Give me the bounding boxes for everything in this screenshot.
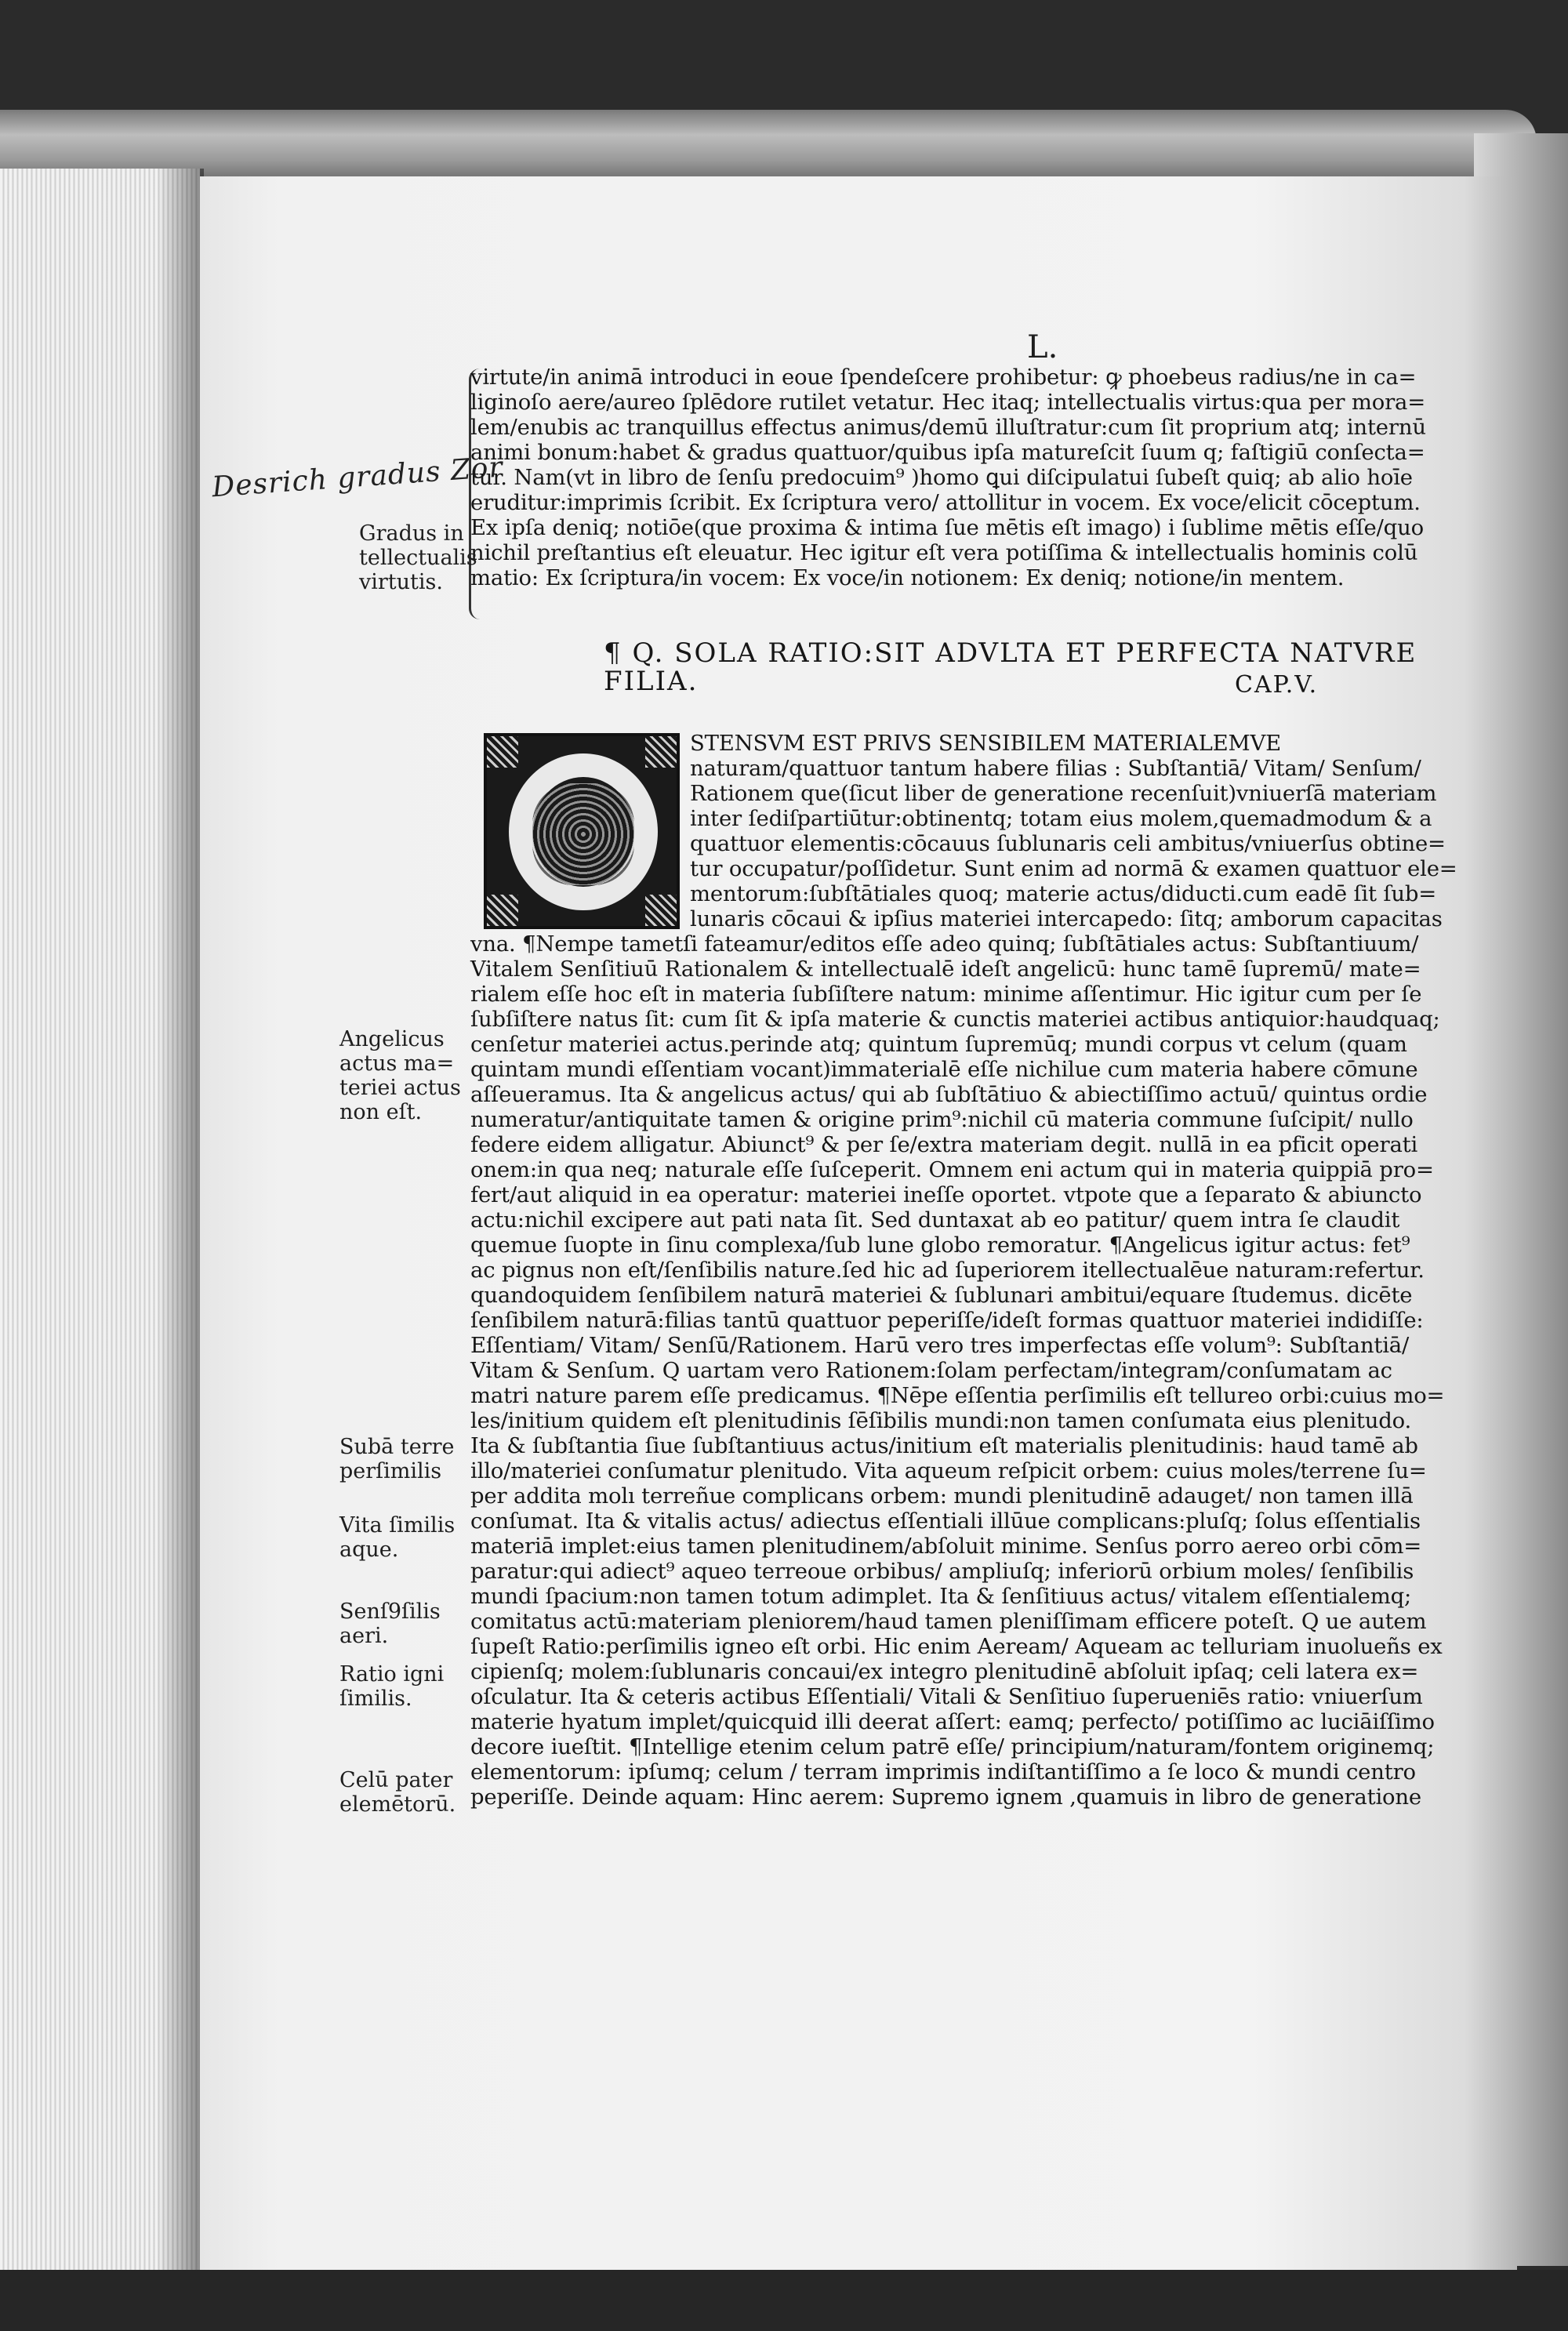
text-line: Ex ipſa deniq; notiōe(que proxima & intima ſue mētis eſt imago) i ſublime mētis eſſe/quo (470, 515, 1424, 540)
text-line: matri nature parem eſſe predicamus. ¶Nēpe eſſentia perſimilis eſt tellureo orbi:cuius mo= (470, 1383, 1445, 1408)
chapter-title-line2: FILIA. (604, 666, 699, 697)
top-paragraph (470, 365, 1426, 590)
text-line: oſculatur. Ita & ceteris actibus Eſſentiali/ Vitali & Senſitiuo ſuperueniēs ratio: vniuerſum (470, 1684, 1423, 1709)
text-line: per addita molı terreñue complicans orbem: mundi plenitudinē adauget/ non tamen illā (470, 1483, 1414, 1509)
text-line: Rationem que(ſicut liber de generatione recenſuit)vniuerſā materiam (690, 781, 1437, 806)
indented-paragraph (690, 731, 1457, 931)
text-line: materiā implet:eius tamen plenitudinem/abſoluit minime. Senſus porro aereo orbi cōm= (470, 1534, 1422, 1559)
text-line: paratur:qui adiect⁹ aqueo terreoue orbibus/ ampliuſq; inferiorū orbium moles/ ſenſibilis (470, 1559, 1414, 1584)
decorated-initial (484, 733, 680, 929)
text-line: STENSVM EST PRIVS SENSIBILEM MATERIALEMVE (690, 731, 1281, 756)
text-line: numeratur/antiquitate tamen & origine prim⁹:nichil cū materia commune ſuſcipit/ nullo (470, 1107, 1414, 1132)
handwritten-annotation: Desrich gradus Zor (211, 451, 504, 504)
text-line: quintam mundi eſſentiam vocant)immaterialē eſſe nichilue cum materia habere cōmune (470, 1057, 1418, 1082)
margin-note-gradus (359, 521, 477, 594)
margin-note-sensus (339, 1599, 441, 1648)
text-line: inter ſediſpartiūtur:obtinentq; totam eius molem,quemadmodum & a (690, 806, 1432, 831)
text-line: federe eidem alligatur. Abiunct⁹ & per ſe/extra materiam degit. nullā in ea pficit operati (470, 1132, 1418, 1157)
margin-note-line: Subā terre (339, 1435, 455, 1459)
text-line: ſubſiſtere natus ſit: cum ſit & ipſa materie & cunctis materiei actibus antiquior:haudquaq; (470, 1007, 1440, 1032)
text-line: rialem eſſe hoc eſt in materia ſubſiſtere natum: minime aſſentimur. Hic igitur cum per ſe (470, 982, 1422, 1007)
book-cover-edge (0, 110, 1537, 182)
text-line: quattuor elementis:cōcauus ſublunaris celi ambitus/vniuerſus obtine= (690, 831, 1446, 856)
text-line: liginoſo aere/aureo ſplēdore rutilet vetatur. Hec itaq; intellectualis virtus:qua per mora= (470, 390, 1426, 415)
text-line: mentorum:ſubſtātiales quoq; materie actus/diducti.cum eadē ſit ſub= (690, 881, 1437, 906)
text-line: lunaris cōcaui & ipſius materiei intercapedo: ſitq; amborum capacitas (690, 906, 1443, 931)
gutter-shadow (157, 169, 204, 2270)
margin-note-line: non eſt. (339, 1100, 423, 1124)
margin-note-line: ſimilis. (339, 1687, 412, 1711)
margin-note-line: aeri. (339, 1624, 389, 1648)
margin-note-vita (339, 1513, 455, 1562)
margin-note-line: Celū pater (339, 1768, 453, 1792)
text-line: eruditur:imprimis ſcribit. Ex ſcriptura vero/ attollitur in vocem. Ex voce/elicit cōceptum. (470, 490, 1421, 515)
text-line: actu:nichil excipere aut pati nata ſit. Sed duntaxat ab eo patitur/ quem intra ſe claudit (470, 1207, 1400, 1233)
text-line: mundi ſpacium:non tamen totum adimplet. Ita & ſenſitiuus actus/ vitalem eſſentialemq; (470, 1584, 1412, 1609)
text-line: lem/enubis ac tranquillus effectus animus/demū illuſtratur:cum ſit proprium atq; internū (470, 415, 1426, 440)
margin-note-line: Ratio igni (339, 1662, 445, 1687)
text-line: aſſeueramus. Ita & angelicus actus/ qui ab ſubſtātiuo & abiectiſſimo actuū/ quintus ordie (470, 1082, 1428, 1107)
text-line: ſenſibilem naturā:filias tantū quattuor peperiſſe/ideſt formas quattuor materiei indidiſſe: (470, 1308, 1424, 1333)
text-line: elementorum: ipſumq; celum / terram imprimis indiſtantiſſimo a ſe loco & mundi centro (470, 1759, 1416, 1785)
initial-corner-ornament (645, 736, 677, 768)
text-line: conſumat. Ita & vitalis actus/ adiectus eſſentiali illūue complicans:pluſq; ſolus eſſentialis (470, 1509, 1421, 1534)
text-line: vna. ¶Nempe tametſi fateamur/editos eſſe adeo quinq; ſubſtātiales actus: Subſtantiuum/ (470, 931, 1419, 957)
margin-note-line: Vita ſimilis (339, 1513, 456, 1538)
margin-note-line: perſimilis (339, 1459, 442, 1483)
text-line: Vitam & Senſum. Q uartam vero Rationem:ſolam perfectam/integram/conſumatam ac (470, 1358, 1392, 1383)
margin-note-celum (339, 1768, 456, 1817)
text-line: materie hyatum implet/quicquid illi deerat aſſert: eamq; perfecto/ potiſſimo ac luciāiſſimo (470, 1709, 1435, 1734)
text-line: animi bonum:habet & gradus quattuor/quibus ipſa matureſcit ſuum q; faſtigiū conſecta= (470, 440, 1425, 465)
text-line: les/initium quidem eſt plenitudinis ſēſibilis mundi:non tamen conſumata eius plenitudo. (470, 1408, 1412, 1433)
text-line: tur. Nam(vt in libro de ſenſu predocuim⁹ )homo ꝗui diſcipulatui ſubeſt quiq; ab alio hoīe (470, 465, 1413, 490)
chapter-number: CAP.V. (1235, 671, 1319, 699)
text-line: comitatus actū:materiam pleniorem/haud tamen pleniſſimam efficere poteſt. Q ue autem (470, 1609, 1427, 1634)
margin-note-line: actus ma= (339, 1051, 455, 1076)
text-line: Eſſentiam/ Vitam/ Senſū/Rationem. Harū vero tres imperfectas eſſe volum⁹: Subſtantiā/ (470, 1333, 1410, 1358)
margin-note-line: Senſ9ſilis (339, 1599, 441, 1624)
margin-note-line: elemētorū. (339, 1792, 456, 1817)
initial-foliage-ornament (532, 783, 634, 885)
text-line: naturam/quattuor tantum habere filias : Subſtantiā/ Vitam/ Senſum/ (690, 756, 1421, 781)
folio-number: L. (1027, 329, 1058, 365)
initial-corner-ornament (487, 895, 518, 926)
paragraph-mark: ¶ (604, 637, 622, 669)
text-line: tur occupatur/poſſidetur. Sunt enim ad normā & examen quattuor ele= (690, 856, 1457, 881)
text-line: cenſetur materiei actus.perinde atq; quintum ſupremūq; mundi corpus vt celum (quam (470, 1032, 1407, 1057)
text-line: illo/materiei conſumatur plenitudo. Vita aqueum reſpicit orbem: cuius moles/terrene ſu= (470, 1458, 1427, 1483)
text-line: decore iueſtit. ¶Intellige etenim celum patrē eſſe/ principium/naturam/fontem originemq; (470, 1734, 1435, 1759)
text-line: matio: Ex ſcriptura/in vocem: Ex voce/in notionem: Ex deniq; notione/in mentem. (470, 565, 1345, 590)
text-line: quemue ſuopte in ſinu complexa/ſub lune globo remoratur. ¶Angelicus igitur actus: fet⁹ (470, 1233, 1410, 1258)
text-line: virtute/in animā introduci in eoue ſpendeſcere prohibetur: ꝙ phoebeus radius/ne in ca= (470, 365, 1417, 390)
scan-background (0, 2270, 1568, 2331)
text-line: fert/aut aliquid in ea operatur: materiei ineſſe oportet. vtpote que a ſeparato & abiuncto (470, 1182, 1422, 1207)
text-line: nichil preſtantius eſt eleuatur. Hec igitur eſt vera potiſſima & intellectualis hominis colū (470, 540, 1418, 565)
text-line: peperiſſe. Deinde aquam: Hinc aerem: Supremo ignem ,quamuis in libro de generatione (470, 1785, 1421, 1810)
text-line: cipienſq; molem:ſublunaris concaui/ex integro plenitudinē abſoluit ipſaq; celi latera ex= (470, 1659, 1419, 1684)
text-line: quandoquidem ſenſibilem naturā materiei & ſublunari ambitui/equare ſtudemus. dicēte (470, 1283, 1413, 1308)
text-line: ſupeſt Ratio:perſimilis igneo eſt orbi. Hic enim Aeream/ Aqueam ac telluriam inuolueñs ex (470, 1634, 1443, 1659)
margin-note-line: Angelicus (339, 1027, 445, 1051)
text-line: Ita & ſubſtantia ſiue ſubſtantiuus actus/initium eſt materialis plenitudinis: haud tamē ab (470, 1433, 1418, 1458)
main-paragraph (470, 931, 1444, 1810)
margin-note-ratio (339, 1662, 444, 1711)
margin-note-line: tellectualis (359, 546, 477, 570)
margin-note-line: teriei actus (339, 1076, 461, 1100)
text-line: onem:in qua neq; naturale eſſe ſuſceperit. Omnem eni actum qui in materia quippiā pro= (470, 1157, 1434, 1182)
text-line: Vitalem Senſitiuū Rationalem & intellectualē ideſt angelicū: hunc tamē ſupremū/ mate= (470, 957, 1421, 982)
chapter-title-line1: Q. SOLA RATIO:SIT ADVLTA ET PERFECTA NATVRE (632, 637, 1417, 669)
initial-corner-ornament (645, 895, 677, 926)
margin-note-substantia (339, 1435, 454, 1483)
initial-corner-ornament (487, 736, 518, 768)
margin-note-angelicus (339, 1027, 461, 1124)
margin-note-line: aque. (339, 1538, 399, 1562)
margin-note-line: virtutis. (359, 570, 443, 594)
margin-note-line: Gradus in (359, 521, 464, 546)
text-line: ac pignus non eſt/ſenſibilis nature.ſed hic ad ſuperiorem itellectualēue naturam:refertur. (470, 1258, 1425, 1283)
